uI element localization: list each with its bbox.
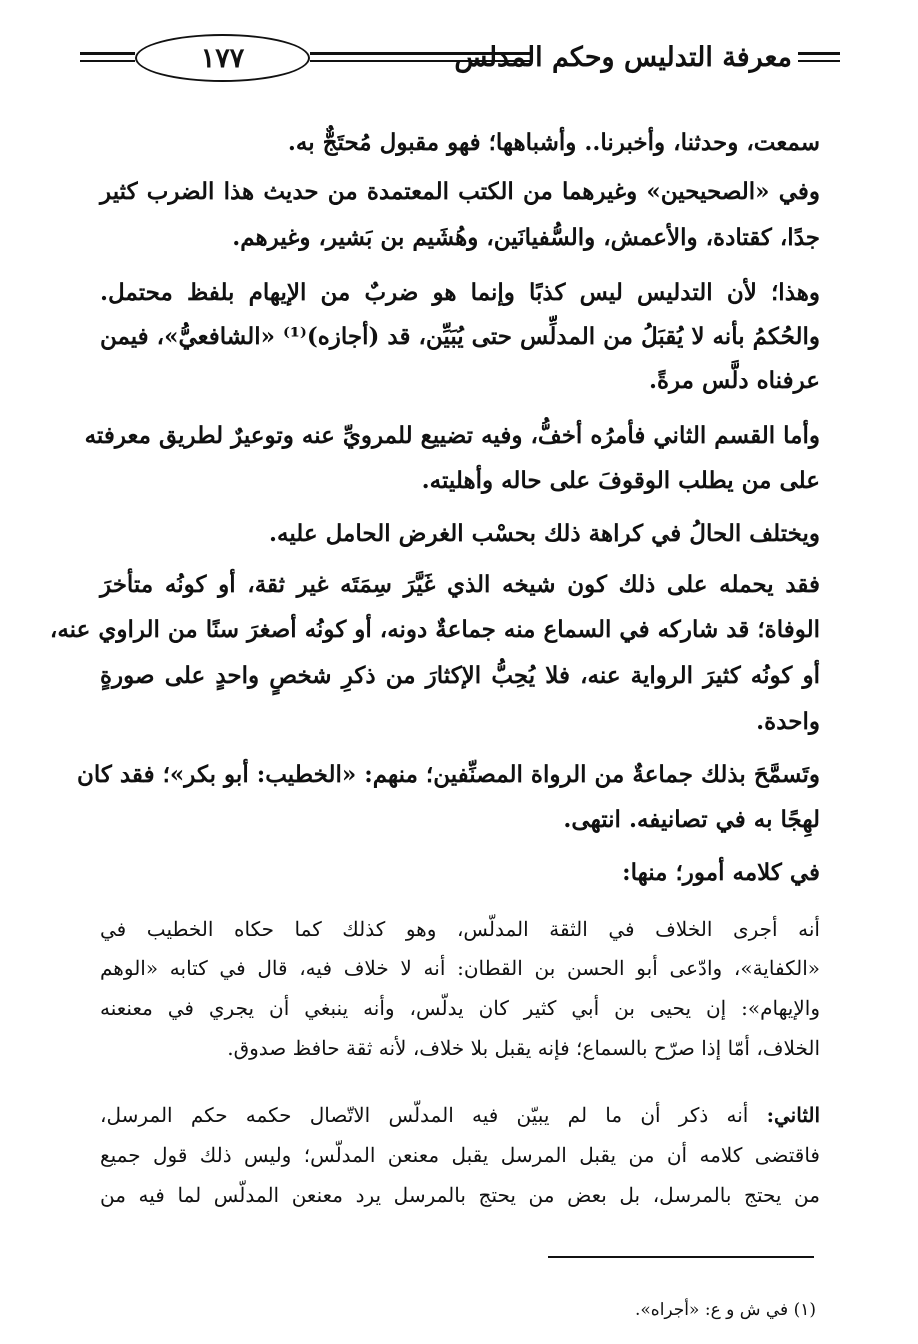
text-line: أو كونُه كثيرَ الرواية عنه، فلا يُحِبُّ الإكثارَ من ذكرِ شخصٍ واحدٍ على صورةٍ — [100, 662, 820, 689]
text-line: فقد يحمله على ذلك كون شيخه الذي غَيَّرَ سِمَتَه غير ثقة، أو كونُه متأخرَ — [100, 571, 820, 598]
text-line: وهذا؛ لأن التدليس ليس كذبًا وإنما هو ضربٌ من الإيهام بلفظ محتمل. — [100, 279, 820, 306]
header-rule-right — [798, 60, 840, 62]
text-line: وتَسمَّحَ بذلك جماعةٌ من الرواة المصنِّفين؛ منهم: «الخطيب: أبو بكر»؛ فقد كان — [77, 761, 820, 788]
section-text: أنه ذكر أن ما لم يبيّن فيه المدلّس الاتّصال حكمه حكم المرسل، — [100, 1103, 749, 1127]
header-rule-right — [798, 52, 840, 55]
text-line: ويختلف الحالُ في كراهة ذلك بحسْب الغرض الحامل عليه. — [269, 520, 820, 547]
text-line: لهِجًا به في تصانيفه. انتهى. — [563, 806, 820, 833]
text-line: في كلامه أمور؛ منها: — [622, 859, 820, 886]
footnote: (١) في ش و ع: «أجراه». — [634, 1300, 816, 1320]
text-line: فاقتضى كلامه أن من يقبل المرسل يقبل معنعن المدلّس؛ وليس ذلك قول جميع — [100, 1143, 820, 1167]
text-line: الخلاف، أمّا إذا صرّح بالسماع؛ فإنه يقبل بلا خلاف، لأنه ثقة حافظ صدوق. — [227, 1036, 820, 1060]
text-line: على من يطلب الوقوفَ على حاله وأهليته. — [421, 467, 820, 494]
text-line: والحُكمُ بأنه لا يُقبَلُ من المدلِّس حتى يُبَيِّن، قد (أجازه)⁽¹⁾ «الشافعيُّ»، فيمن — [99, 323, 820, 350]
text-line: والإيهام»: إن يحيى بن أبي كثير كان يدلّس، وأنه ينبغي أن يجري في معنعنه — [100, 996, 820, 1020]
text-line: «الكفاية»، وادّعى أبو الحسن بن القطان: أنه لا خلاف فيه، قال في كتابه «الوهم — [100, 956, 820, 980]
text-line: من يحتج بالمرسل، بل بعض من يحتج بالمرسل يرد معنعن المدلّس لما فيه من — [100, 1183, 820, 1207]
text-line: الوفاة؛ قد شاركه في السماع منه جماعةٌ دونه، أو كونُه أصغرَ سنًا من الراوي عنه، — [49, 616, 820, 643]
text-line: جدًا، كقتادة، والأعمش، والسُّفيانَين، وهُشَيم بن بَشير، وغيرهم. — [232, 224, 820, 251]
text-line: وأما القسم الثاني فأمرُه أخفُّ، وفيه تضييع للمرويِّ عنه وتوعيرٌ لطريق معرفته — [84, 422, 820, 449]
text-line: عرفناه دلَّس مرةً. — [648, 367, 820, 394]
text-line: سمعت، وحدثنا، وأخبرنا.. وأشباهها؛ فهو مقبول مُحتَجٌّ به. — [287, 129, 820, 156]
text-line: وفي «الصحيحين» وغيرهما من الكتب المعتمدة من حديث هذا الضرب كثير — [100, 178, 820, 205]
running-header — [80, 30, 840, 90]
header-rule-left — [80, 60, 135, 62]
footnote-rule — [548, 1256, 814, 1258]
text-line — [100, 1097, 820, 1133]
running-title: معرفة التدليس وحكم المدلس — [454, 42, 792, 73]
page-number: ١٧٧ — [135, 34, 310, 82]
text-line: أنه أجرى الخلاف في الثقة المدلّس، وهو كذلك كما حكاه الخطيب في — [100, 917, 820, 941]
header-rule-left — [80, 52, 135, 55]
text-line: واحدة. — [756, 708, 820, 735]
section-label: الثاني: — [766, 1103, 821, 1127]
